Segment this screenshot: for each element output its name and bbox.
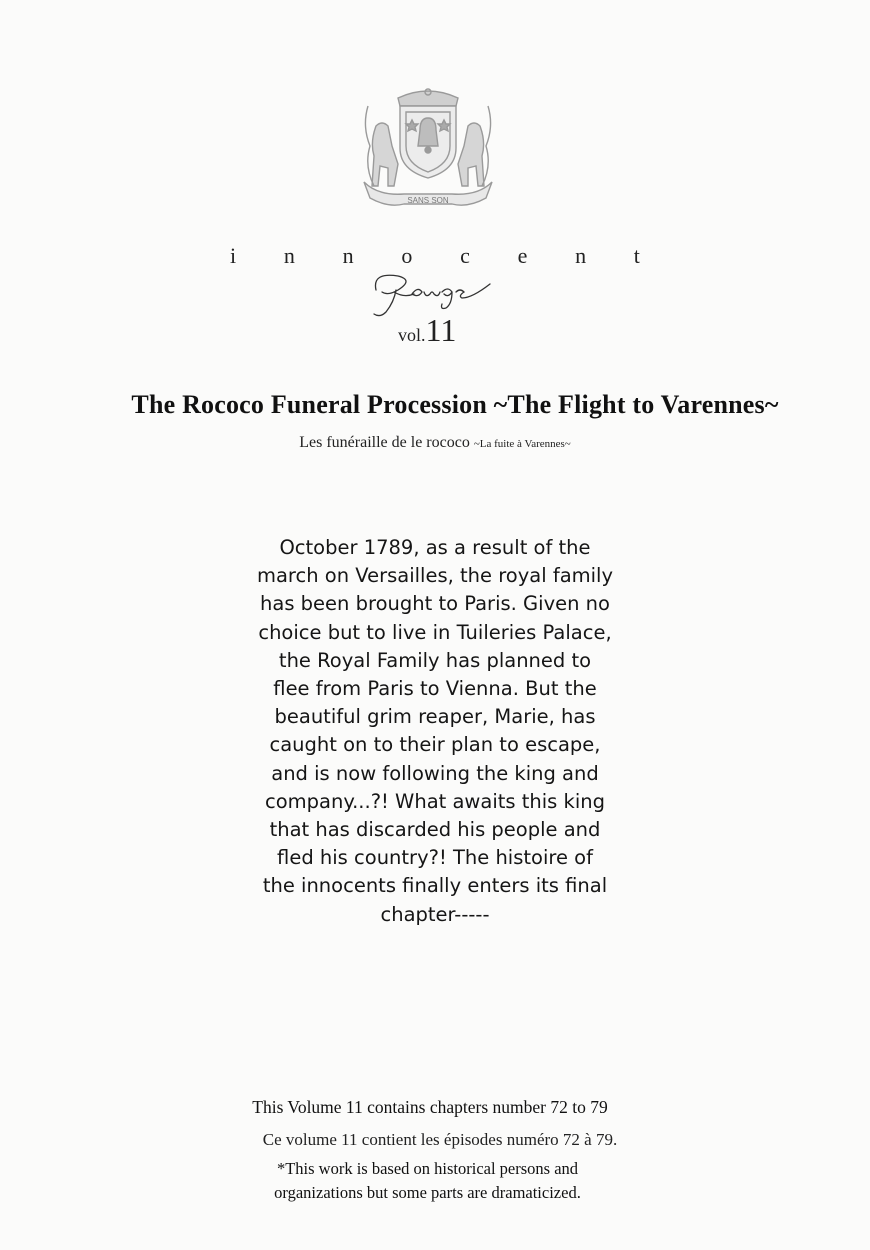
crest-emblem xyxy=(358,86,498,216)
synopsis-line: march on Versailles, the royal family xyxy=(256,564,614,588)
disclaimer-line: *This work is based on historical persons and xyxy=(276,1159,579,1178)
synopsis-line: fled his country?! The histoire of xyxy=(277,846,593,870)
series-title-letter: i xyxy=(230,243,237,268)
subtitle-french-small: ~La fuite à Varennes~ xyxy=(473,438,571,450)
volume-prefix: vol. xyxy=(398,325,426,345)
chapter-title: The Rococo Funeral Procession ~The Flight to Varennes~ xyxy=(131,390,779,419)
series-title-letter: n xyxy=(575,243,587,268)
synopsis-line: choice but to live in Tuileries Palace, xyxy=(258,620,612,644)
volume-number: 11 xyxy=(425,312,457,348)
synopsis-line: the innocents finally enters its final xyxy=(262,874,608,898)
disclaimer xyxy=(0,1157,855,1205)
synopsis-line: beautiful grim reaper, Marie, has xyxy=(274,705,596,729)
subtitle-french-main: Les funéraille de le rococo xyxy=(299,434,474,451)
chapters-info-english: This Volume 11 contains chapters number 72 to 79 xyxy=(252,1097,608,1117)
disclaimer-line: organizations but some parts are dramaticized. xyxy=(274,1183,581,1202)
synopsis-line: October 1789, as a result of the xyxy=(279,536,591,559)
chapter-subtitle-french xyxy=(0,434,870,452)
synopsis-line: company...?! What awaits this king xyxy=(265,789,605,813)
synopsis-line: caught on to their plan to escape, xyxy=(269,733,601,757)
chapters-info-french: Ce volume 11 contient les épisodes numéro 72 à 79. xyxy=(262,1130,618,1149)
series-title-letter: n xyxy=(342,243,354,268)
synopsis-line: flee from Paris to Vienna. But the xyxy=(273,677,597,701)
synopsis-line: that has discarded his people and xyxy=(269,818,601,842)
synopsis-line: chapter----- xyxy=(380,902,490,926)
series-title-letter: e xyxy=(517,243,528,268)
synopsis xyxy=(230,534,640,929)
series-title-letter: n xyxy=(283,243,295,268)
series-title-letter: c xyxy=(460,243,470,268)
synopsis-line: has been brought to Paris. Given no xyxy=(260,592,610,616)
series-title xyxy=(230,243,640,269)
volume-label xyxy=(398,312,456,349)
synopsis-line: and is now following the king and xyxy=(271,761,599,785)
series-title-letter: t xyxy=(633,243,640,268)
series-title-letter: o xyxy=(401,243,413,268)
crest-motto: SANS SON xyxy=(407,196,449,205)
synopsis-line: the Royal Family has planned to xyxy=(278,648,592,672)
